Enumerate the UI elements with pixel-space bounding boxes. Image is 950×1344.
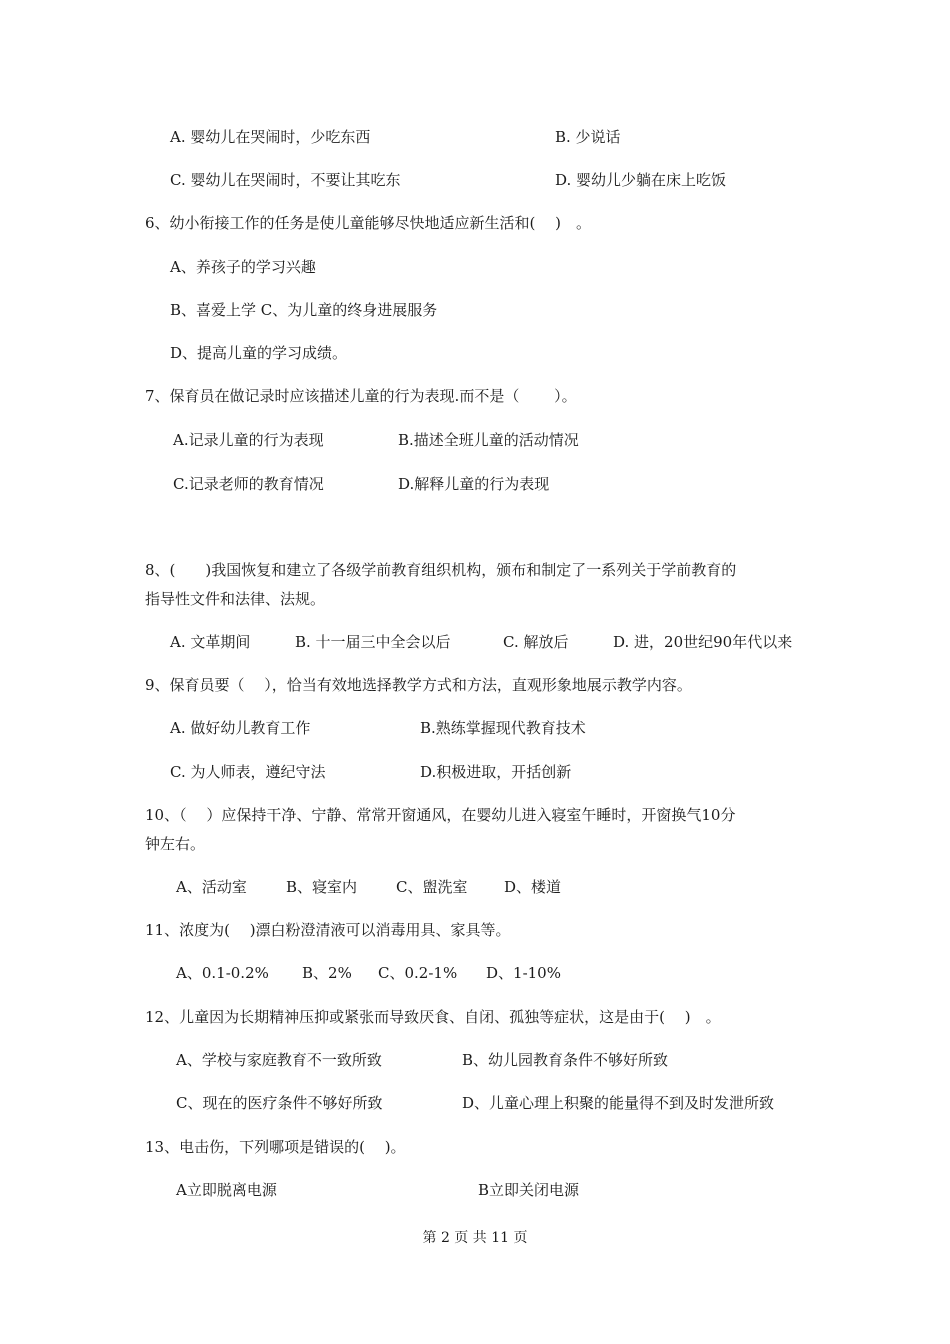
q11-option-d: D、1-10% xyxy=(486,964,561,982)
q11-stem: 11、浓度为( )漂白粉澄清液可以消毒用具、家具等。 xyxy=(145,921,511,939)
q9-option-b: B.熟练掌握现代教育技术 xyxy=(420,719,586,737)
q6-option-bc: B、喜爱上学 C、为儿童的终身进展服务 xyxy=(170,301,438,319)
q9-stem: 9、保育员要（ ），恰当有效地选择教学方式和方法，直观形象地展示教学内容。 xyxy=(145,676,692,694)
q8-stem-line2: 指导性文件和法律、法规。 xyxy=(145,590,326,608)
q10-stem-line1: 10、（ ）应保持干净、宁静、常常开窗通风，在婴幼儿进入寝室午睡时，开窗换气10分 xyxy=(145,806,736,824)
q5-option-a: A. 婴幼儿在哭闹时，少吃东西 xyxy=(170,128,371,146)
q12-option-a: A、学校与家庭教育不一致所致 xyxy=(176,1051,382,1069)
q8-stem-line1: 8、( )我国恢复和建立了各级学前教育组织机构，颁布和制定了一系列关于学前教育的 xyxy=(145,561,737,579)
q7-stem: 7、保育员在做记录时应该描述儿童的行为表现.而不是（ ）。 xyxy=(145,387,577,405)
q10-stem-line2: 钟左右。 xyxy=(145,835,206,853)
q7-option-d: D.解释儿童的行为表现 xyxy=(398,475,550,493)
q8-option-c: C. 解放后 xyxy=(503,633,569,651)
q12-option-c: C、现在的医疗条件不够好所致 xyxy=(176,1094,383,1112)
q6-option-d: D、提高儿童的学习成绩。 xyxy=(170,344,348,362)
q11-option-a: A、0.1-0.2% xyxy=(176,964,269,982)
q8-option-d: D. 进，20世纪90年代以来 xyxy=(613,633,793,651)
q5-option-d: D. 婴幼儿少躺在床上吃饭 xyxy=(555,171,727,189)
q7-option-a: A.记录儿童的行为表现 xyxy=(173,431,324,449)
q12-option-b: B、幼儿园教育条件不够好所致 xyxy=(462,1051,669,1069)
q6-option-a: A、养孩子的学习兴趣 xyxy=(170,258,316,276)
q10-option-a: A、活动室 xyxy=(176,878,247,896)
page-number-footer: 第 2 页 共 11 页 xyxy=(422,1230,528,1246)
q8-option-a: A. 文革期间 xyxy=(170,633,251,651)
q13-option-a: A立即脱离电源 xyxy=(176,1181,277,1199)
q11-option-b: B、2% xyxy=(302,964,352,982)
q10-option-d: D、楼道 xyxy=(504,878,562,896)
q11-option-c: C、0.2-1% xyxy=(378,964,458,982)
q9-option-a: A. 做好幼儿教育工作 xyxy=(170,719,311,737)
q9-option-c: C. 为人师表，遵纪守法 xyxy=(170,763,326,781)
q5-option-b: B. 少说话 xyxy=(555,128,621,146)
q13-option-b: B立即关闭电源 xyxy=(478,1181,580,1199)
q12-stem: 12、儿童因为长期精神压抑或紧张而导致厌食、自闭、孤独等症状，这是由于( ) 。 xyxy=(145,1008,721,1026)
q6-stem: 6、幼小衔接工作的任务是使儿童能够尽快地适应新生活和( ) 。 xyxy=(145,214,592,232)
q7-option-c: C.记录老师的教育情况 xyxy=(173,475,324,493)
q12-option-d: D、儿童心理上积聚的能量得不到及时发泄所致 xyxy=(462,1094,775,1112)
q13-stem: 13、电击伤，下列哪项是错误的( )。 xyxy=(145,1138,406,1156)
q8-option-b: B. 十一届三中全会以后 xyxy=(295,633,451,651)
q10-option-b: B、寝室内 xyxy=(286,878,358,896)
q10-option-c: C、盥洗室 xyxy=(396,878,468,896)
q5-option-c: C. 婴幼儿在哭闹时，不要让其吃东 xyxy=(170,171,401,189)
q7-option-b: B.描述全班儿童的活动情况 xyxy=(398,431,579,449)
q9-option-d: D.积极进取，开括创新 xyxy=(420,763,572,781)
